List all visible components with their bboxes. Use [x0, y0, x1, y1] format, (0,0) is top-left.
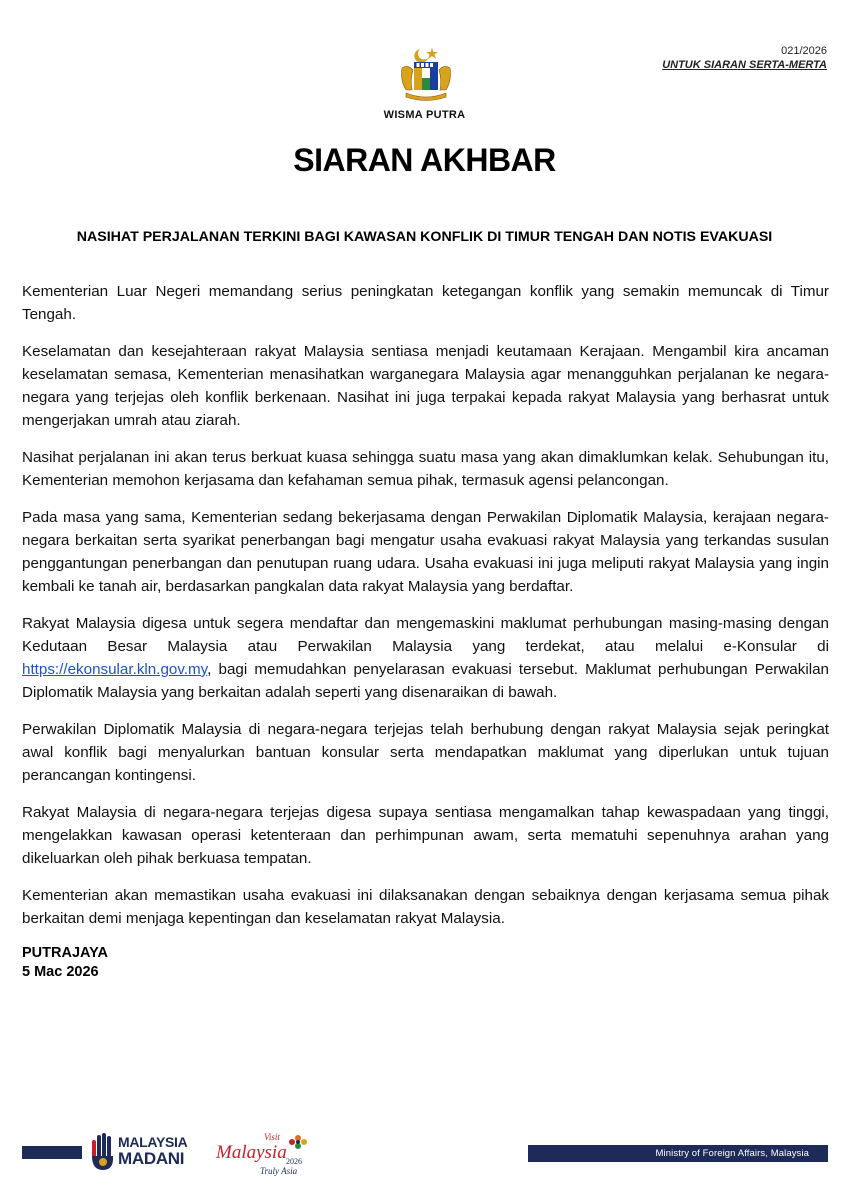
paragraph-6: Perwakilan Diplomatik Malaysia di negara-negara terjejas telah berhubung dengan rakyat Malaysia sejak peringkat awal konflik bagi menyalurkan bantuan konsular serta mendapatkan maklumat yang diperlukan untuk tujuan perancangan kontingensi.: [22, 721, 829, 784]
paragraph-7: Rakyat Malaysia di negara-negara terjejas digesa supaya sentiasa mengamalkan tahap kewaspadaan yang tinggi, mengelakkan kawasan operasi ketenteraan dan perhimpunan awam, serta mematuhi sepenuhnya arahan yang dikeluarkan oleh pihak berkuasa tempatan.: [22, 804, 829, 867]
footer-ministry-name: Ministry of Foreign Affairs, Malaysia: [655, 1148, 809, 1159]
malaysia-madani-logo: [90, 1130, 208, 1176]
footer: [0, 1128, 849, 1178]
headline: NASIHAT PERJALANAN TERKINI BAGI KAWASAN KONFLIK DI TIMUR TENGAH DAN NOTIS EVAKUASI: [76, 229, 773, 245]
svg-text:Visit: Visit: [264, 1132, 280, 1142]
madani-line-2: MADANI: [118, 1149, 185, 1168]
madani-hand-icon: [90, 1132, 116, 1172]
paragraph-5: [22, 612, 829, 704]
press-release-body: [22, 280, 829, 982]
svg-text:Malaysia: Malaysia: [216, 1142, 287, 1163]
crest-label: WISMA PUTRA: [383, 109, 466, 121]
madani-line-1: MALAYSIA: [118, 1134, 188, 1150]
svg-text:2026: 2026: [286, 1157, 302, 1166]
release-type: UNTUK SIARAN SERTA-MERTA: [662, 59, 827, 71]
svg-text:Truly Asia: Truly Asia: [260, 1166, 298, 1176]
paragraph-5-text-before: Rakyat Malaysia digesa untuk segera mendaftar dan mengemaskini maklumat perhubungan masing-masing dengan Kedutaan Besar Malaysia atau Perwakilan Malaysia yang terdekat, atau melalui e-Konsular di: [22, 615, 829, 655]
paragraph-4: Pada masa yang sama, Kementerian sedang bekerjasama dengan Perwakilan Diplomatik Malaysia, kerajaan negara-negara berkaitan serta syarikat penerbangan bagi mengatur usaha evakuasi rakyat Malaysia yang terkandas susulan penggantungan penerbangan dan penutupan ruang udara. Usaha evakuasi ini juga meliputi rakyat Malaysia yang ingin kembali ke tanah air, berdasarkan pangkalan data rakyat Malaysia yang berdaftar.: [22, 509, 829, 595]
signoff-place: PUTRAJAYA: [22, 945, 108, 961]
paragraph-1: Kementerian Luar Negeri memandang serius peningkatan ketegangan konflik yang semakin memuncak di Timur Tengah.: [22, 283, 829, 323]
paragraph-5-text-after: , bagi memudahkan penyelarasan evakuasi tersebut. Maklumat perhubungan Perwakilan Diplomatik Malaysia yang berkaitan adalah seperti yang disenaraikan di bawah.: [22, 661, 829, 701]
paragraph-3: Nasihat perjalanan ini akan terus berkuat kuasa sehingga suatu masa yang akan dimaklumkan kelak. Sehubungan itu, Kementerian memohon kerjasama dan kefahaman semua pihak, termasuk agensi pelancongan.: [22, 449, 829, 489]
footer-left-bar: [22, 1146, 82, 1159]
reference-block: [662, 44, 827, 72]
signoff-date: 5 Mac 2026: [22, 964, 99, 980]
ekonsular-link[interactable]: https://ekonsular.kln.gov.my: [22, 661, 208, 678]
visit-malaysia-2026-logo: [214, 1128, 318, 1178]
page-title: SIARAN AKHBAR: [293, 142, 556, 178]
signoff: [22, 944, 829, 982]
paragraph-8: Kementerian akan memastikan usaha evakuasi ini dilaksanakan dengan sebaiknya dengan kerjasama semua pihak berkaitan demi menjaga kepentingan dan keselamatan rakyat Malaysia.: [22, 887, 829, 927]
paragraph-2: Keselamatan dan kesejahteraan rakyat Malaysia sentiasa menjadi keutamaan Kerajaan. Mengambil kira ancaman keselamatan semasa, Kementerian menasihatkan warganegara Malaysia agar menangguhkan perjalanan ke negara-negara yang terjejas oleh konflik berkenaan. Nasihat ini juga terpakai kepada rakyat Malaysia yang berhasrat untuk mengerjakan umrah atau ziarah.: [22, 343, 829, 429]
reference-number: 021/2026: [781, 45, 827, 57]
coat-of-arms-icon: [398, 46, 454, 104]
